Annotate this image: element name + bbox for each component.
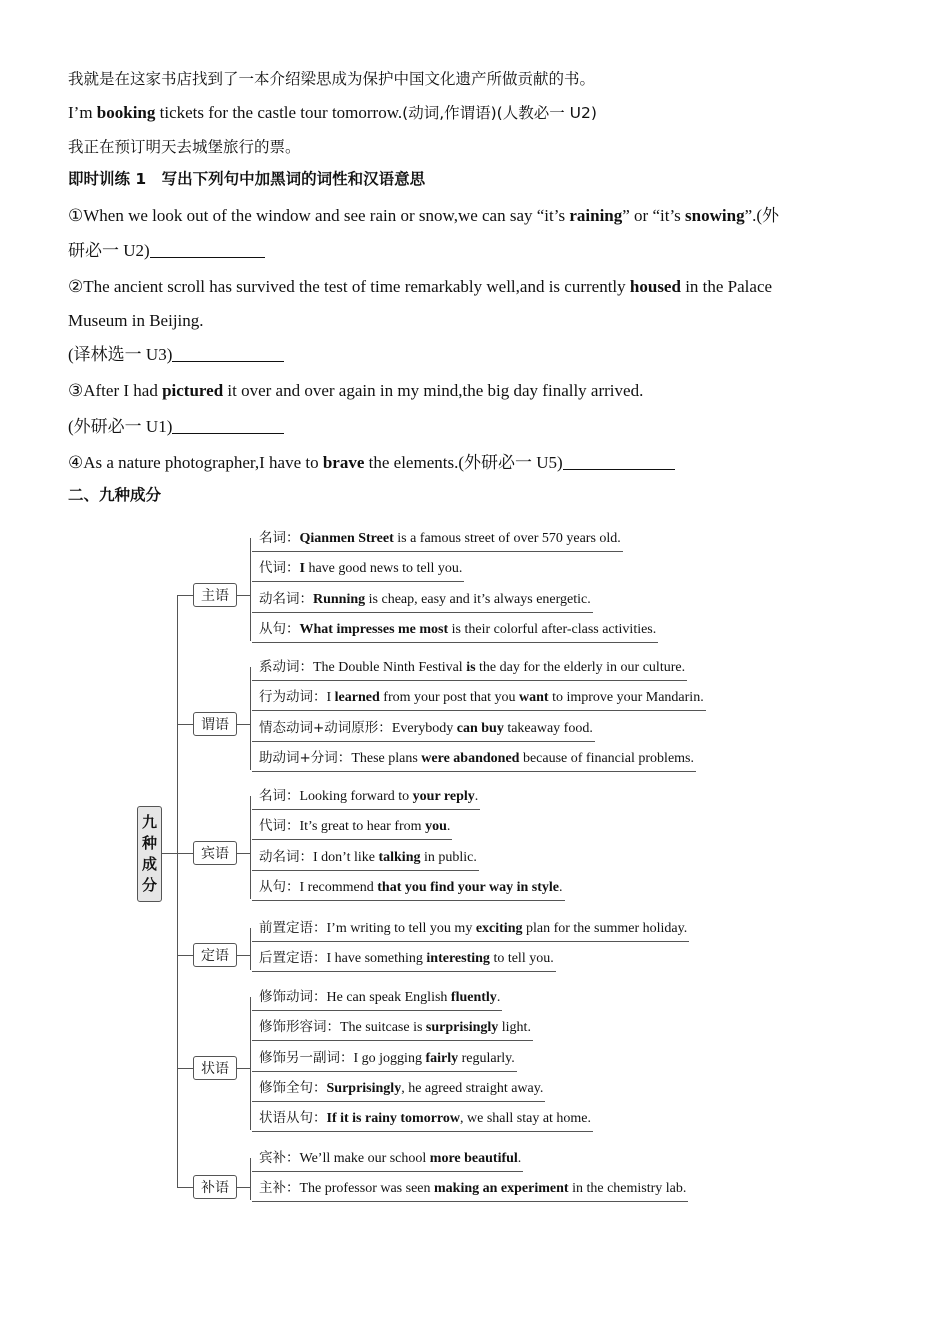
leaf-label: 修饰另一副词： [259, 1050, 354, 1066]
leaf-bold-text: making an experiment [434, 1181, 569, 1196]
category-branch-connector [237, 595, 250, 596]
leaf-text: . [474, 789, 479, 804]
mindmap-leaf [252, 689, 706, 711]
q1-bold-1: raining [569, 206, 623, 225]
q2-bold: housed [629, 277, 681, 296]
mindmap-leaf [252, 621, 658, 643]
leaf-bold-text: fluently [450, 990, 497, 1005]
leaf-bold-text: your reply [412, 789, 475, 804]
q3-source-text: (外研必一 U1) [68, 417, 173, 436]
mindmap-leaf [252, 920, 689, 942]
leaf-text: Looking forward to [299, 789, 413, 804]
leaf-bold-text: that you find your way in style [377, 880, 560, 895]
mindmap-leaf [252, 1110, 593, 1132]
category-node: 定语 [193, 943, 237, 967]
mindmap-leaf [252, 1150, 523, 1172]
leaf-bold-text: Running [313, 592, 366, 607]
leaf-label: 宾补： [259, 1150, 300, 1166]
mindmap-root [137, 806, 162, 902]
leaf-label: 从句： [259, 621, 300, 637]
leaf-text: is a famous street of over 570 years old. [393, 531, 621, 546]
leaf-bracket-line [250, 538, 251, 641]
category-connector [177, 724, 193, 725]
leaf-label: 名词： [259, 788, 300, 804]
leaf-text: is their colorful after-class activities. [448, 622, 657, 637]
leaf-bold-text: What impresses me most [299, 622, 449, 637]
leaf-text: in public. [420, 850, 477, 865]
leaf-label: 前置定语： [259, 920, 327, 936]
section-2-heading: 二、九种成分 [68, 486, 162, 504]
leaf-text: We’ll make our school [299, 1151, 430, 1166]
leaf-text: I’m writing to tell you my [326, 921, 476, 936]
leaf-bold-text: learned [334, 690, 380, 705]
leaf-label: 主补： [259, 1180, 300, 1196]
mindmap-leaf [252, 879, 565, 901]
example-bold-word: booking [96, 103, 156, 122]
leaf-text: . [559, 880, 563, 895]
q4-text: ④As a nature photographer,I have to [68, 453, 323, 472]
leaf-bold-text: fairly [425, 1051, 459, 1066]
category-branch-connector [237, 955, 250, 956]
leaf-bracket-line [250, 667, 251, 770]
category-node: 谓语 [193, 712, 237, 736]
leaf-label: 修饰形容词： [259, 1019, 340, 1035]
q1-text-end: ”.(外 [744, 206, 780, 225]
leaf-text: The professor was seen [299, 1181, 435, 1196]
leaf-text: These plans [351, 751, 422, 766]
q2-source-text: (译林选一 U3) [68, 345, 173, 364]
mindmap-leaf [252, 591, 593, 613]
leaf-text: . [496, 990, 501, 1005]
leaf-text: The suitcase is [340, 1020, 426, 1035]
leaf-bold-text: If it is rainy tomorrow [326, 1111, 460, 1126]
category-node: 宾语 [193, 841, 237, 865]
leaf-text: light. [498, 1020, 531, 1035]
leaf-text: I don’t like [313, 850, 379, 865]
mindmap-leaf [252, 1050, 517, 1072]
leaf-text: . [517, 1151, 522, 1166]
leaf-bold-text: you [425, 819, 447, 834]
root-char: 九 [141, 813, 157, 831]
leaf-label: 行为动词： [259, 689, 327, 705]
question-2-line-2: Museum in Beijing. [68, 311, 204, 330]
mindmap-leaf [252, 818, 452, 840]
leaf-bracket-line [250, 1158, 251, 1200]
leaf-label: 代词： [259, 560, 300, 576]
mindmap-leaf [252, 1080, 545, 1102]
root-connector [162, 853, 177, 854]
leaf-text: to improve your Mandarin. [548, 690, 704, 705]
category-connector [177, 853, 193, 854]
leaf-bold-text: talking [378, 850, 421, 865]
q1-source-text: 研必一 U2) [68, 241, 150, 260]
leaf-text: from your post that you [379, 690, 519, 705]
q4-bold: brave [322, 453, 365, 472]
leaf-label: 名词： [259, 530, 300, 546]
category-connector [177, 955, 193, 956]
mindmap-leaf [252, 1019, 533, 1041]
leaf-label: 从句： [259, 879, 300, 895]
mindmap-leaf [252, 720, 595, 742]
exercise-heading: 即时训练 1 写出下列句中加黑词的词性和汉语意思 [68, 170, 426, 188]
mindmap-leaf [252, 950, 556, 972]
leaf-text: I have something [326, 951, 427, 966]
leaf-text: is cheap, easy and it’s always energetic. [365, 592, 591, 607]
leaf-bold-text: I [299, 561, 305, 576]
leaf-bold-text: want [519, 690, 549, 705]
leaf-text: It’s great to hear from [299, 819, 426, 834]
category-connector [177, 1187, 193, 1188]
mindmap-leaf [252, 989, 502, 1011]
category-connector [177, 595, 193, 596]
root-char: 分 [141, 876, 157, 894]
intro-cn-sentence-2: 我正在预订明天去城堡旅行的票。 [68, 138, 301, 156]
mindmap-leaf [252, 560, 464, 582]
leaf-bold-text: interesting [426, 951, 490, 966]
leaf-text: the day for the elderly in our culture. [475, 660, 686, 675]
q1-bold-2: snowing [685, 206, 745, 225]
leaf-text: I recommend [299, 880, 378, 895]
q1-text: ①When we look out of the window and see rain or snow,we can say “it’s [68, 206, 570, 225]
leaf-label: 系动词： [259, 659, 313, 675]
leaf-text: because of financial problems. [519, 751, 694, 766]
leaf-bracket-line [250, 928, 251, 970]
leaf-label: 修饰全句： [259, 1080, 327, 1096]
leaf-text: takeaway food. [503, 721, 593, 736]
q3-bold: pictured [162, 381, 224, 400]
leaf-text: regularly. [458, 1051, 515, 1066]
leaf-text: , he agreed straight away. [401, 1081, 544, 1096]
q2-text: ②The ancient scroll has survived the test of time remarkably well,and is currently [68, 277, 630, 296]
q1-text-mid: ” or “it’s [622, 206, 686, 225]
category-branch-connector [237, 1187, 250, 1188]
example-text-end: tickets for the castle tour tomorrow. [155, 103, 403, 122]
q3-text: ③After I had [68, 381, 163, 400]
root-char: 成 [141, 855, 157, 873]
leaf-label: 状语从句： [259, 1110, 327, 1126]
leaf-label: 动名词： [259, 849, 313, 865]
leaf-text: I go jogging [353, 1051, 426, 1066]
leaf-text: plan for the summer holiday. [522, 921, 688, 936]
leaf-text: I [326, 690, 335, 705]
mindmap-leaf [252, 750, 696, 772]
leaf-bold-text: Qianmen Street [299, 531, 394, 546]
leaf-bold-text: surprisingly [425, 1020, 499, 1035]
leaf-label: 动名词： [259, 591, 313, 607]
leaf-text: have good news to tell you. [304, 561, 463, 576]
leaf-bold-text: were abandoned [421, 751, 520, 766]
leaf-label: 助动词+分词： [259, 750, 352, 766]
q4-text-end: the elements.(外研必一 U5) [364, 453, 563, 472]
q3-text-end: it over and over again in my mind,the big day finally arrived. [223, 381, 644, 400]
leaf-label: 修饰动词： [259, 989, 327, 1005]
mindmap-leaf [252, 788, 480, 810]
leaf-text: The Double Ninth Festival [313, 660, 467, 675]
leaf-bold-text: more beautiful [429, 1151, 518, 1166]
leaf-text: He can speak English [326, 990, 451, 1005]
leaf-bold-text: exciting [475, 921, 523, 936]
mindmap-leaf [252, 849, 479, 871]
leaf-bold-text: can buy [456, 721, 504, 736]
category-connector [177, 1068, 193, 1069]
leaf-label: 代词： [259, 818, 300, 834]
leaf-bold-text: Surprisingly [326, 1081, 402, 1096]
mindmap-leaf [252, 1180, 688, 1202]
category-branch-connector [237, 724, 250, 725]
leaf-text: Everybody [391, 721, 457, 736]
mindmap-leaf [252, 659, 687, 681]
category-branch-connector [237, 1068, 250, 1069]
mindmap-leaf [252, 530, 623, 552]
category-branch-connector [237, 853, 250, 854]
example-note: (动词,作谓语)(人教必一 U2) [402, 104, 597, 122]
leaf-text: in the chemistry lab. [568, 1181, 687, 1196]
leaf-text: , we shall stay at home. [460, 1111, 592, 1126]
example-text: I’m [68, 103, 97, 122]
category-node: 状语 [193, 1056, 237, 1080]
trunk-line [177, 595, 178, 1187]
leaf-bold-text: is [466, 660, 476, 675]
intro-cn-sentence-1: 我就是在这家书店找到了一本介绍梁思成为保护中国文化遗产所做贡献的书。 [68, 70, 596, 88]
leaf-text: . [446, 819, 451, 834]
leaf-label: 情态动词+动词原形： [259, 720, 392, 736]
category-node: 主语 [193, 583, 237, 607]
category-node: 补语 [193, 1175, 237, 1199]
leaf-text: to tell you. [489, 951, 554, 966]
root-char: 种 [141, 834, 157, 852]
q2-text-end: in the Palace [680, 277, 773, 296]
leaf-bracket-line [250, 796, 251, 899]
leaf-bracket-line [250, 997, 251, 1130]
leaf-label: 后置定语： [259, 950, 327, 966]
